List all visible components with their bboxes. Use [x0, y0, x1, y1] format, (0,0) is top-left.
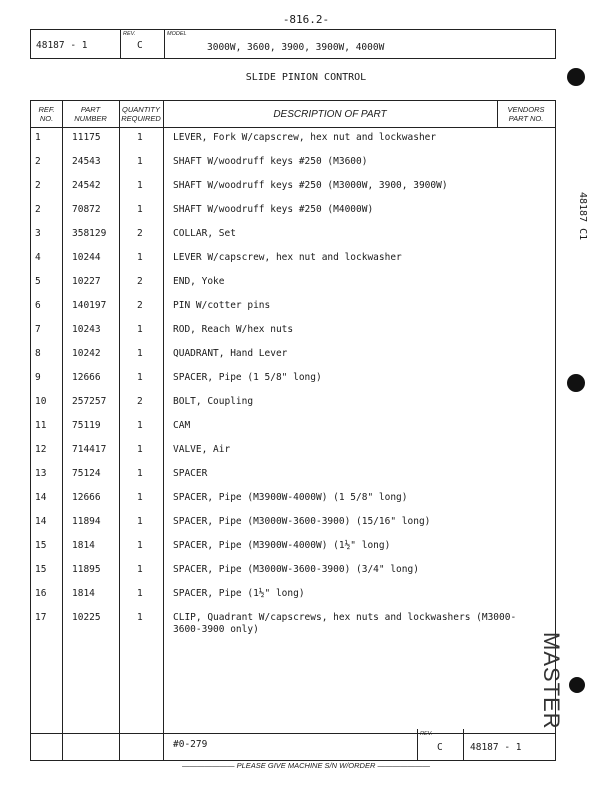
quantity-cell: 2 [137, 300, 143, 311]
order-instruction: ——————— PLEASE GIVE MACHINE S/N W/ORDER ——————— [182, 761, 430, 770]
header-rev-label: REV. [123, 31, 136, 37]
quantity-cell: 1 [137, 132, 143, 143]
description-cell: END, Yoke [173, 276, 225, 287]
ref-cell: 3 [35, 228, 41, 239]
ref-cell: 6 [35, 300, 41, 311]
header-part-number: 48187 - 1 [36, 40, 88, 51]
header-rev-value: C [137, 40, 143, 51]
column-header-vendor: VENDORS PART NO. [507, 105, 545, 123]
description-cell: PIN W/cotter pins [173, 300, 271, 311]
part-number-cell: 10243 [72, 324, 101, 335]
master-stamp: MASTER [539, 632, 564, 730]
ref-cell: 14 [35, 492, 47, 503]
quantity-cell: 1 [137, 372, 143, 383]
punch-hole-middle [567, 374, 585, 392]
quantity-cell: 1 [137, 468, 143, 479]
ref-cell: 8 [35, 348, 41, 359]
description-cell: ROD, Reach W/hex nuts [173, 324, 294, 335]
column-header-ref: REF. NO. [38, 105, 55, 123]
quantity-cell: 1 [137, 348, 143, 359]
quantity-cell: 2 [137, 276, 143, 287]
part-number-cell: 11894 [72, 516, 101, 527]
ref-cell: 2 [35, 204, 41, 215]
quantity-cell: 2 [137, 396, 143, 407]
form-number: #0-279 [173, 739, 208, 750]
part-number-cell: 1814 [72, 540, 95, 551]
ref-cell: 7 [35, 324, 41, 335]
description-cell: COLLAR, Set [173, 228, 236, 239]
description-cell: SPACER, Pipe (1 5/8" long) [173, 372, 322, 383]
part-number-cell: 12666 [72, 372, 101, 383]
footer-part-number: 48187 - 1 [470, 742, 522, 753]
description-cell: SPACER [173, 468, 208, 479]
ref-cell: 10 [35, 396, 47, 407]
punch-hole-top [567, 68, 585, 86]
quantity-cell: 1 [137, 324, 143, 335]
ref-cell: 1 [35, 132, 41, 143]
part-number-cell: 10227 [72, 276, 101, 287]
description-cell: SPACER, Pipe (M3000W-3600-3900) (3/4" long) [173, 564, 419, 575]
quantity-cell: 1 [137, 540, 143, 551]
part-number-cell: 75119 [72, 420, 101, 431]
description-cell: SHAFT W/woodruff keys #250 (M3600) [173, 156, 368, 167]
ref-cell: 11 [35, 420, 47, 431]
quantity-cell: 1 [137, 564, 143, 575]
page-title: SLIDE PINION CONTROL [245, 72, 367, 83]
part-number-cell: 12666 [72, 492, 101, 503]
part-number-cell: 10244 [72, 252, 101, 263]
parts-table [30, 100, 556, 761]
description-cell: LEVER, Fork W/capscrew, hex nut and lockwasher [173, 132, 437, 143]
description-cell: SHAFT W/woodruff keys #250 (M3000W, 3900, 3900W) [173, 180, 448, 191]
description-cell-continued: 3600-3900 only) [173, 624, 259, 635]
quantity-cell: 1 [137, 252, 143, 263]
description-cell: QUADRANT, Hand Lever [173, 348, 288, 359]
description-cell: SPACER, Pipe (M3000W-3600-3900) (15/16" long) [173, 516, 431, 527]
ref-cell: 16 [35, 588, 47, 599]
ref-cell: 2 [35, 180, 41, 191]
header-box [30, 29, 556, 59]
quantity-cell: 1 [137, 492, 143, 503]
description-cell: SPACER, Pipe (M3900W-4000W) (1½" long) [173, 540, 391, 551]
part-number-cell: 358129 [72, 228, 107, 239]
column-header-description: DESCRIPTION OF PART [273, 109, 387, 120]
page-number: -816.2- [282, 13, 330, 26]
ref-cell: 17 [35, 612, 47, 623]
description-cell: CAM [173, 420, 191, 431]
column-header-qty: QUANTITY REQUIRED [121, 105, 161, 123]
quantity-cell: 1 [137, 204, 143, 215]
part-number-cell: 24543 [72, 156, 101, 167]
part-number-cell: 11175 [72, 132, 101, 143]
ref-cell: 12 [35, 444, 47, 455]
description-cell: BOLT, Coupling [173, 396, 254, 407]
part-number-cell: 10242 [72, 348, 101, 359]
quantity-cell: 2 [137, 228, 143, 239]
description-cell: VALVE, Air [173, 444, 231, 455]
footer-rev-label: REV. [420, 731, 433, 737]
ref-cell: 9 [35, 372, 41, 383]
ref-cell: 5 [35, 276, 41, 287]
part-number-cell: 10225 [72, 612, 101, 623]
description-cell: SHAFT W/woodruff keys #250 (M4000W) [173, 204, 374, 215]
part-number-cell: 714417 [72, 444, 107, 455]
ref-cell: 14 [35, 516, 47, 527]
header-model-value: 3000W, 3600, 3900, 3900W, 4000W [207, 42, 385, 53]
part-number-cell: 257257 [72, 396, 107, 407]
ref-cell: 13 [35, 468, 47, 479]
part-number-cell: 1814 [72, 588, 95, 599]
part-number-cell: 24542 [72, 180, 101, 191]
ref-cell: 15 [35, 540, 47, 551]
ref-cell: 4 [35, 252, 41, 263]
ref-cell: 2 [35, 156, 41, 167]
footer-rev-value: C [437, 742, 443, 753]
header-model-label: MODEL [167, 31, 187, 37]
punch-hole-bottom [569, 677, 585, 693]
quantity-cell: 1 [137, 180, 143, 191]
column-header-part: PART NUMBER [74, 105, 107, 123]
description-cell: LEVER W/capscrew, hex nut and lockwasher [173, 252, 402, 263]
part-number-cell: 140197 [72, 300, 107, 311]
part-number-cell: 70872 [72, 204, 101, 215]
quantity-cell: 1 [137, 444, 143, 455]
quantity-cell: 1 [137, 588, 143, 599]
description-cell: CLIP, Quadrant W/capscrews, hex nuts and lockwashers (M3000- [173, 612, 517, 623]
quantity-cell: 1 [137, 156, 143, 167]
part-number-cell: 11895 [72, 564, 101, 575]
quantity-cell: 1 [137, 516, 143, 527]
quantity-cell: 1 [137, 420, 143, 431]
part-number-cell: 75124 [72, 468, 101, 479]
quantity-cell: 1 [137, 612, 143, 623]
description-cell: SPACER, Pipe (M3900W-4000W) (1 5/8" long) [173, 492, 408, 503]
side-document-id: 48187 C1 [577, 192, 588, 241]
ref-cell: 15 [35, 564, 47, 575]
description-cell: SPACER, Pipe (1½" long) [173, 588, 305, 599]
